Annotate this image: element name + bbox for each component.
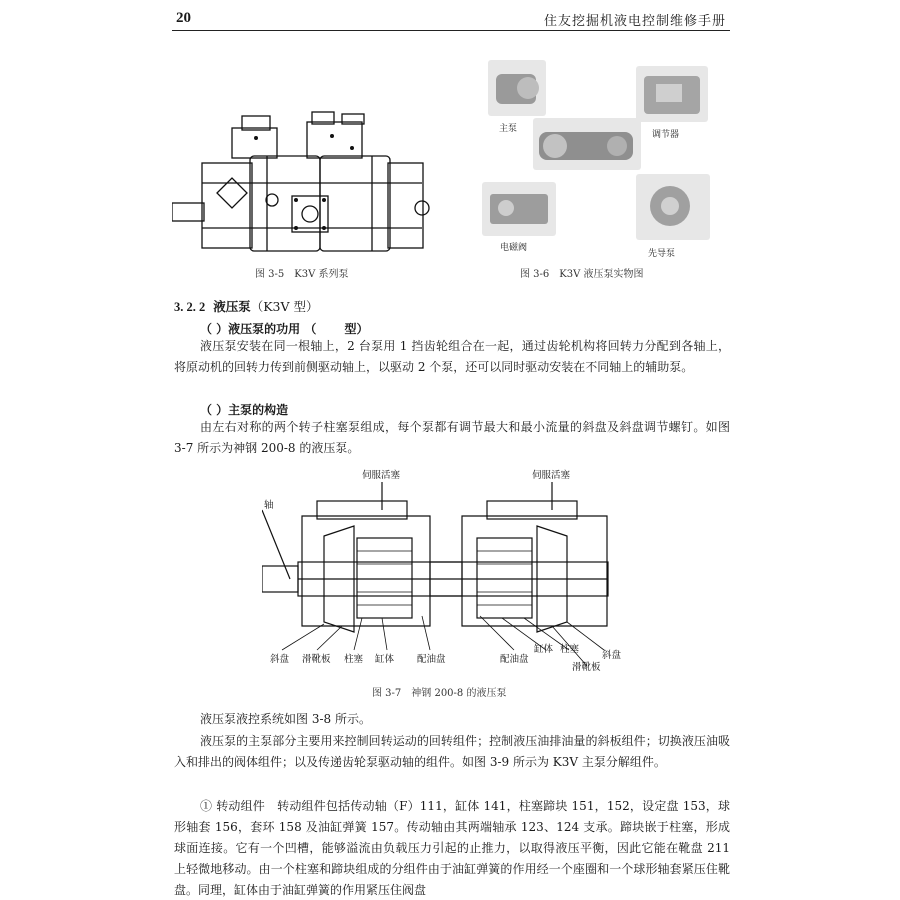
pilot-pump-photo xyxy=(636,174,710,240)
main-pump-photo xyxy=(488,60,546,116)
solenoid-valve-photo xyxy=(482,182,556,236)
subheading-pump-function: （ ）液压泵的功用 （ 型） xyxy=(200,322,369,336)
figure-3-7-cross-section xyxy=(262,466,642,672)
paragraph-rotating-group: ① 转动组件 转动组件包括传动轴（F）111，缸体 141，柱塞蹄块 151，152，设定盘 153，球形轴套 156，套环 158 及油缸弹簧 157。传动轴由其两端轴承 123、124 支承。蹄块嵌于柱塞，形成球面连接。它有一个凹槽，能够溢流由负载压力引起的止推力，以取得液压平衡，因此它能在靴盘 211 上轻微地移动。由一个柱塞和蹄块组成的分组件由于油缸弹簧的作用经一个座圈和一个球形轴套紧压住靴盘。同理，缸体由于油缸弹簧的作用紧压住阀盘 xyxy=(174,799,730,897)
figure-3-7-caption: 图 3-7 神钢 200-8 的液压泵 xyxy=(372,688,507,699)
shoe-plate-left-label: 滑靴板 xyxy=(302,654,331,665)
subheading-main-pump-structure: （ ）主泵的构造 xyxy=(200,403,289,417)
paragraph-main-pump-structure: 由左右对称的两个转子柱塞泵组成，每个泵都有调节最大和最小流量的斜盘及斜盘调节螺钉。如图 3-7 所示为神钢 200-8 的液压泵。 xyxy=(174,420,730,455)
section-title: 液压泵 xyxy=(213,300,251,314)
servo-piston-right-label: 伺服活塞 xyxy=(532,470,571,481)
shoe-plate-right-label: 滑靴板 xyxy=(572,662,601,672)
paragraph-control-system: 液压泵液控系统如图 3-8 所示。 xyxy=(200,712,371,726)
figure-3-6-caption: 图 3-6 K3V 液压泵实物图 xyxy=(520,269,644,280)
piston-right-label: 柱塞 xyxy=(560,644,580,655)
paragraph-main-pump-components: 液压泵的主泵部分主要用来控制回转运动的回转组件；控制液压油排油量的斜板组件；切换液压油吸入和排出的阀体组件；以及传递齿轮泵驱动轴的组件。如图 3-9 所示为 K3V 主泵分解组件。 xyxy=(174,734,730,769)
swash-plate-right-label: 斜盘 xyxy=(602,650,622,661)
section-number: 3. 2. 2 xyxy=(174,300,206,314)
solenoid-valve-label: 电磁阀 xyxy=(500,243,528,253)
paragraph-pump-function: 液压泵安装在同一根轴上，2 台泵用 1 挡齿轮组合在一起，通过齿轮机构将回转力分配到各轴上，将原动机的回转力传到前侧驱动轴上，以驱动 2 个泵，还可以同时驱动安装在不同轴上的辅助泵。 xyxy=(174,339,730,374)
page-number: 20 xyxy=(176,10,191,26)
figure-3-5-pump-drawing xyxy=(172,108,447,263)
book-title: 住友挖掘机液电控制维修手册 xyxy=(543,14,726,29)
cylinder-right-label: 缸体 xyxy=(534,644,554,655)
regulator-photo xyxy=(636,66,708,122)
regulator-label: 调节器 xyxy=(652,130,680,140)
figure-3-5-caption: 图 3-5 K3V 系列泵 xyxy=(255,269,349,280)
page-header xyxy=(172,8,730,31)
valve-plate-left-label: 配油盘 xyxy=(417,654,446,665)
cylinder-left-label: 缸体 xyxy=(375,654,395,665)
servo-piston-left-label: 伺服活塞 xyxy=(362,470,401,481)
pilot-pump-label: 先导泵 xyxy=(648,249,676,259)
shaft-label: 轴 xyxy=(264,500,274,511)
main-pump-label: 主泵 xyxy=(499,124,518,134)
section-heading xyxy=(174,297,319,315)
pump-assembly-photo xyxy=(533,118,641,170)
piston-left-label: 柱塞 xyxy=(344,654,364,665)
swash-plate-left-label: 斜盘 xyxy=(270,654,290,665)
valve-plate-right-label: 配油盘 xyxy=(500,654,529,665)
section-suffix: （K3V 型） xyxy=(250,299,319,314)
